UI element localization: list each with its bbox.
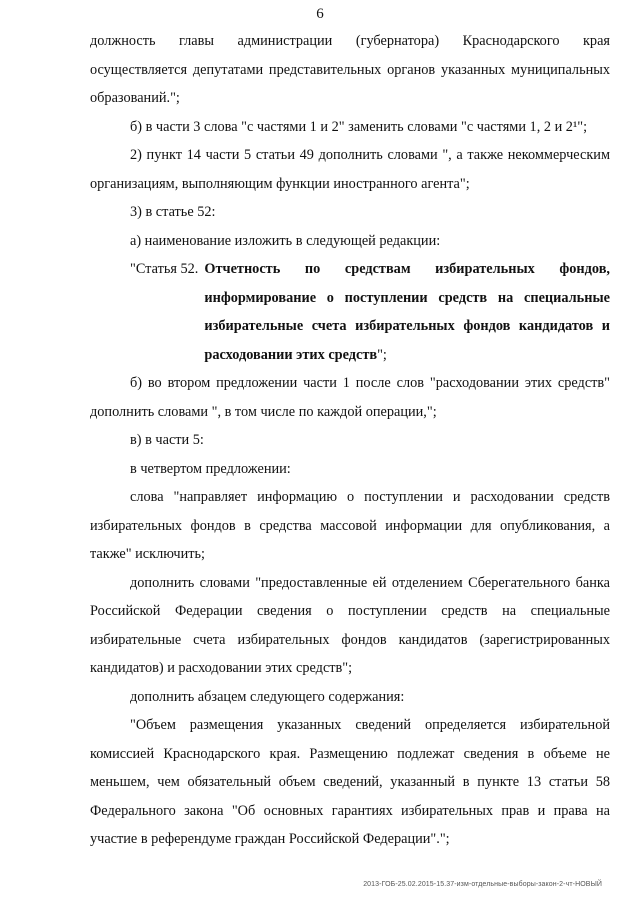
paragraph-1: должность главы администрации (губернатора) Краснодарского края осуществляется депутатами представительных органов указанных муниципальных образований."; xyxy=(90,33,610,106)
paragraph-8: в четвертом предложении: xyxy=(130,460,291,477)
document-footer-code: 2013-ГОБ-25.02.2015-15.37-изм-отдельные-выборы-закон-2-чт-НОВЫЙ xyxy=(363,881,602,888)
paragraph-11: дополнить абзацем следующего содержания: xyxy=(130,688,405,705)
paragraph-2: б) в части 3 слова "с частями 1 и 2" заменить словами "с частями 1, 2 и 2¹"; xyxy=(130,118,588,135)
article-heading-title: Отчетность по средствам избирательных фондов, информирование о поступлении средств на специальные избирательные счета избирательных фондов кандидатов и расходовании этих средств xyxy=(204,261,610,363)
article-heading-text xyxy=(198,255,610,369)
article-heading xyxy=(90,255,610,369)
paragraph-7: в) в части 5: xyxy=(130,432,204,448)
paragraph-10: дополнить словами "предоставленные ей отделением Сберегательного банка Российской Федерации сведения о поступлении средств на специальные избирательные счета избирательных фондов кандидатов (зарегистрированных кандидатов) и расходовании этих средств"; xyxy=(90,574,610,676)
paragraph-4: 3) в статье 52: xyxy=(130,204,216,220)
paragraph-5: а) наименование изложить в следующей редакции: xyxy=(130,232,441,249)
paragraph-3: 2) пункт 14 части 5 статьи 49 дополнить словами ", а также некоммерческим организациям, выполняющим функции иностранного агента"; xyxy=(90,147,610,192)
article-heading-suffix: "; xyxy=(377,346,387,363)
paragraph-6: б) во втором предложении части 1 после слов "расходовании этих средств" дополнить словами ", в том числе по каждой операции,"; xyxy=(90,375,610,420)
document-body xyxy=(90,27,610,854)
page-number: 6 xyxy=(316,6,324,22)
article-heading-label: "Статья 52. xyxy=(130,261,199,277)
paragraph-9: слова "направляет информацию о поступлении и расходовании средств избирательных фондов в средства массовой информации для опубликования, а также" исключить; xyxy=(90,489,610,562)
paragraph-12: "Объем размещения указанных сведений определяется избирательной комиссией Краснодарского края. Размещению подлежат сведения в объеме не меньшем, чем обязательный объем сведений, указанный в пункте 13 статьи 58 Федерального закона "Об основных гарантиях избирательных прав и права на участие в референдуме граждан Российской Федерации"."; xyxy=(90,717,610,847)
